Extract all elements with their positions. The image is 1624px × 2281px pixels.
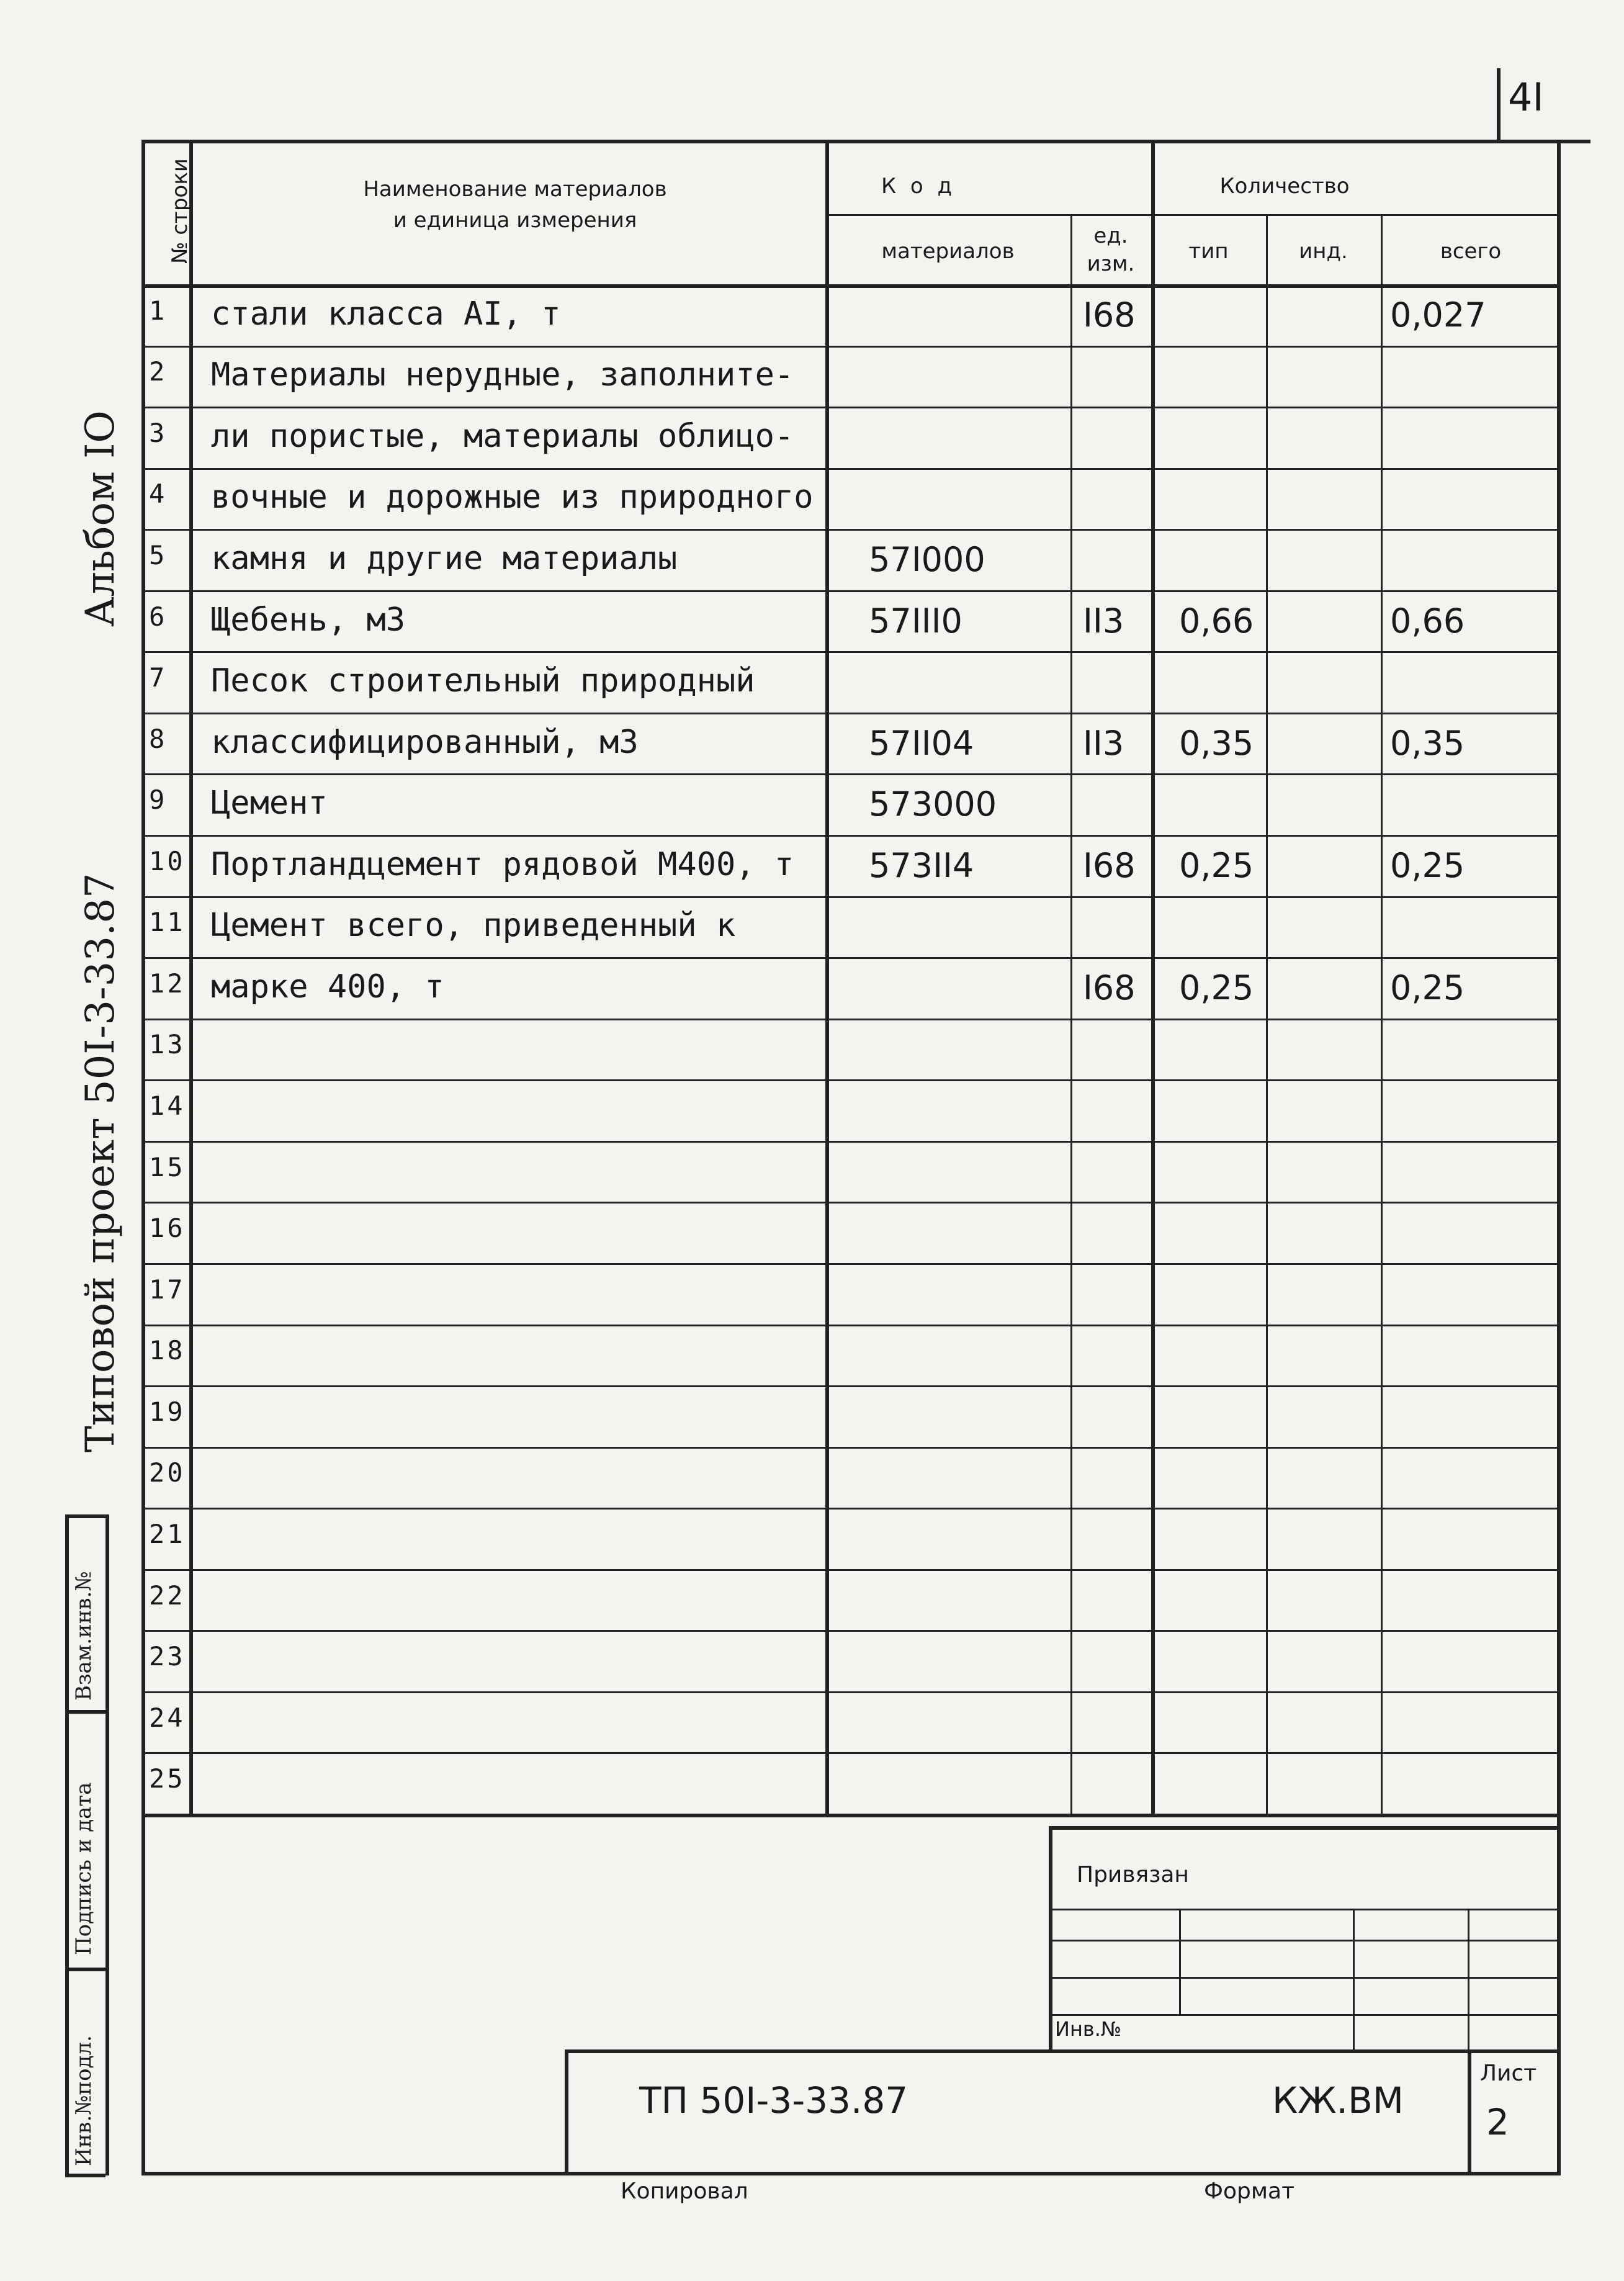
row-number: 12	[149, 968, 186, 999]
footer-copied: Копировал	[621, 2179, 748, 2204]
row-separator	[141, 1325, 1561, 1326]
stamp-sheet-line	[1468, 2049, 1471, 2175]
row-separator	[141, 651, 1561, 653]
stamp-attached: Привязан	[1077, 1862, 1189, 1887]
stamp-inv-no: Инв.№	[1055, 2017, 1122, 2041]
row-number: 19	[149, 1396, 186, 1427]
row-number: 23	[149, 1641, 186, 1672]
col-line-rownum	[189, 140, 193, 1815]
side-strip-left	[65, 1514, 69, 2175]
row-qty-type: 0,35	[1179, 723, 1254, 763]
row-number: 5	[149, 539, 168, 570]
row-unit: II3	[1083, 723, 1124, 763]
header-individual: инд.	[1299, 239, 1348, 264]
row-qty-total: 0,027	[1390, 295, 1486, 335]
row-separator	[141, 773, 1561, 775]
side-strip-right	[105, 1514, 109, 2175]
col-line-unit	[1151, 140, 1155, 1815]
row-separator	[141, 1141, 1561, 1143]
row-number: 8	[149, 723, 168, 754]
side-strip-bottom	[65, 2174, 105, 2177]
header-materials: материалов	[881, 239, 1015, 264]
row-number: 18	[149, 1335, 186, 1366]
row-number: 20	[149, 1457, 186, 1488]
row-qty-total: 0,25	[1390, 845, 1465, 885]
side-strip-top	[65, 1514, 105, 1518]
side-signature-date: Подпись и дата	[71, 1782, 96, 1955]
row-separator	[141, 1630, 1561, 1632]
row-number: 17	[149, 1274, 186, 1305]
row-number: 6	[149, 601, 168, 632]
row-material-name: Песок строительный природный	[211, 662, 755, 700]
row-separator	[141, 1752, 1561, 1754]
row-separator	[141, 1508, 1561, 1509]
row-material-name: Щебень, м3	[211, 601, 406, 639]
header-row-no: № строки	[168, 158, 192, 264]
row-separator	[141, 1202, 1561, 1203]
row-number: 13	[149, 1029, 186, 1060]
row-unit: I68	[1083, 968, 1136, 1007]
header-name-line2: и единица измерения	[393, 208, 637, 233]
stamp-col-2	[1353, 1909, 1355, 2049]
side-strip-sep2	[65, 1968, 105, 1971]
row-number: 9	[149, 785, 168, 816]
row-number: 2	[149, 356, 168, 387]
table-bottom-line	[141, 1814, 1561, 1817]
row-material-name: вочные и дорожные из природного	[211, 479, 814, 516]
stamp-doc-code: ТП 50I-3-33.87	[639, 2079, 908, 2121]
row-separator	[141, 407, 1561, 408]
row-material-code: 57II04	[869, 723, 974, 763]
row-separator	[141, 1263, 1561, 1265]
row-material-name: Цемент	[211, 785, 328, 822]
row-material-name: Портландцемент рядовой М400, т	[211, 845, 794, 883]
col-line-name	[825, 140, 829, 1815]
row-separator	[141, 713, 1561, 714]
stamp-doc-left-line	[565, 2049, 568, 2175]
row-separator	[141, 1079, 1561, 1081]
row-qty-type: 0,66	[1179, 601, 1254, 641]
row-number: 14	[149, 1091, 186, 1122]
side-zam-inv: Взам.инв.№	[71, 1571, 96, 1701]
side-project: Типовой проект 50I-3-33.87	[78, 873, 123, 1452]
stamp-line-1	[1049, 1909, 1561, 1910]
header-total: всего	[1440, 239, 1502, 264]
row-separator	[141, 1569, 1561, 1571]
row-number: 15	[149, 1151, 186, 1182]
col-line-ind	[1381, 214, 1383, 1815]
side-strip-sep1	[65, 1710, 105, 1714]
row-unit: I68	[1083, 845, 1136, 885]
row-material-name: Цемент всего, приведенный к	[211, 907, 736, 945]
row-material-code: 573000	[869, 785, 997, 824]
row-number: 1	[149, 295, 168, 326]
row-separator	[141, 468, 1561, 470]
header-code: К о д	[881, 174, 956, 199]
row-separator	[141, 590, 1561, 592]
row-number: 21	[149, 1518, 186, 1549]
side-album: Альбом IO	[78, 410, 123, 627]
header-unit-line1: ед.	[1093, 223, 1128, 248]
row-material-code: 573II4	[869, 845, 974, 885]
row-number: 7	[149, 662, 168, 693]
row-material-name: камня и другие материалы	[211, 539, 678, 577]
row-separator	[141, 957, 1561, 959]
stamp-top-line	[1049, 1826, 1561, 1830]
row-number: 10	[149, 845, 186, 876]
row-separator	[141, 529, 1561, 531]
row-qty-total: 0,25	[1390, 968, 1465, 1007]
row-material-name: ли пористые, материалы облицо-	[211, 417, 794, 455]
row-qty-type: 0,25	[1179, 845, 1254, 885]
header-quantity: Количество	[1219, 174, 1350, 199]
footer-format: Формат	[1204, 2179, 1295, 2204]
row-qty-total: 0,35	[1390, 723, 1465, 763]
header-bottom-line	[141, 284, 1561, 288]
header-subline	[825, 214, 1561, 216]
row-number: 16	[149, 1213, 186, 1244]
row-material-name: классифицированный, м3	[211, 723, 639, 761]
row-number: 11	[149, 907, 186, 938]
row-number: 3	[149, 417, 168, 448]
header-unit-line2: изм.	[1087, 251, 1135, 276]
stamp-line-4	[1049, 2014, 1561, 2016]
header-name-line1: Наименование материалов	[363, 177, 667, 202]
row-separator	[141, 1019, 1561, 1020]
stamp-line-2	[1049, 1940, 1561, 1941]
row-number: 25	[149, 1763, 186, 1794]
row-separator	[141, 1385, 1561, 1387]
row-separator	[141, 1691, 1561, 1693]
stamp-mark: КЖ.ВМ	[1272, 2079, 1404, 2121]
row-unit: I68	[1083, 295, 1136, 335]
stamp-col-3	[1468, 1909, 1469, 2049]
row-material-name: Материалы нерудные, заполните-	[211, 356, 794, 394]
row-material-code: 57III0	[869, 601, 962, 641]
side-inv-orig: Инв.№подл.	[71, 2035, 96, 2166]
row-number: 22	[149, 1580, 186, 1611]
row-material-name: стали класса АI, т	[211, 295, 561, 333]
row-number: 4	[149, 479, 168, 510]
row-separator	[141, 346, 1561, 348]
col-line-type	[1266, 214, 1268, 1815]
stamp-doc-top-line	[565, 2049, 1561, 2053]
page-number: 4I	[1508, 74, 1544, 120]
stamp-left-line	[1049, 1826, 1052, 2049]
col-line-code	[1070, 214, 1072, 1815]
row-separator	[141, 1447, 1561, 1449]
stamp-sheet-label: Лист	[1480, 2061, 1537, 2086]
stamp-line-3	[1049, 1977, 1561, 1979]
row-qty-total: 0,66	[1390, 601, 1465, 641]
row-qty-type: 0,25	[1179, 968, 1254, 1007]
row-material-code: 57I000	[869, 539, 985, 579]
stamp-sheet-no: 2	[1486, 2101, 1509, 2143]
row-separator	[141, 896, 1561, 898]
row-number: 24	[149, 1702, 186, 1733]
stamp-col-1	[1179, 1909, 1181, 2014]
row-unit: II3	[1083, 601, 1124, 641]
row-separator	[141, 835, 1561, 837]
row-material-name: марке 400, т	[211, 968, 444, 1006]
header-type: тип	[1188, 239, 1229, 264]
